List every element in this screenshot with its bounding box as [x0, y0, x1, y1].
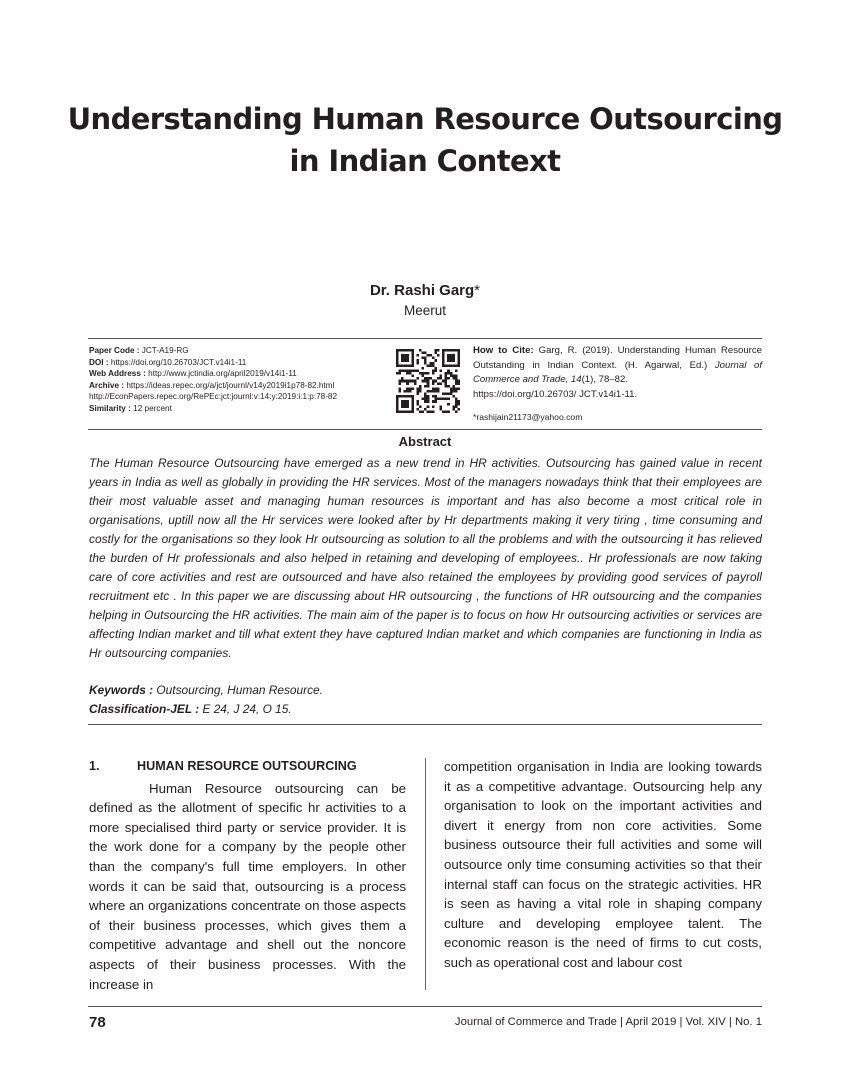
archive-label: Archive : — [89, 380, 125, 390]
title-line-2: in Indian Context — [289, 144, 561, 178]
jel-value: E 24, J 24, O 15. — [202, 702, 292, 716]
cite-journal: Journal of Commerce and Trade, 14 — [473, 359, 762, 386]
keywords-value: Outsourcing, Human Resource. — [156, 683, 323, 697]
paper-code-label: Paper Code : — [89, 346, 140, 355]
cite-label: How to Cite: — [473, 345, 534, 356]
section-heading — [89, 757, 406, 777]
jel-classification — [89, 702, 762, 716]
column-divider — [425, 758, 426, 990]
cite-issue: (1), 78–82. — [581, 374, 629, 386]
page-number: 78 — [89, 1014, 106, 1031]
section-title: HUMAN RESOURCE OUTSOURCING — [137, 759, 357, 773]
doi-link[interactable]: https://doi.org/10.26703/JCT.v14i1-11 — [110, 357, 247, 367]
footer-rule — [88, 1006, 762, 1007]
web-address-link[interactable]: http://www.jctindia.org/april2019/v14i1-11 — [148, 369, 297, 378]
cite-text: Garg, R. (2019). Understanding Human Resource Outstanding in Indian Context. (H. Agarwal, Ed.) — [473, 345, 762, 371]
paper-title — [60, 98, 790, 182]
journal-footer: Journal of Commerce and Trade | April 2019 | Vol. XIV | No. 1 — [454, 1016, 762, 1028]
meta-top-rule — [88, 338, 762, 339]
author-email[interactable]: *rashijain21173@yahoo.com — [473, 412, 583, 422]
jel-label: Classification-JEL : — [89, 702, 200, 716]
econpapers-link[interactable]: http://EconPapers.repec.org/RePEc:jct:journl:v:14:y:2019:i:1:p:78-82 — [89, 392, 338, 401]
how-to-cite — [473, 344, 762, 402]
similarity-value: 12 percent — [133, 403, 172, 413]
right-column-text: competition organisation in India are looking towards it as a competitive advantage. Outsourcing help any organisation to look on the important activities and divert it energy from non core activities. Some business outsource their full activities and some will outsource only time consuming activities so that their internal staff can focus on the strategic activities. HR is seen as having a vital role in shaping company culture and developing employee talent. The economic reason is the need of firms to cut costs, such as operational cost and labour cost — [444, 759, 762, 970]
title-line-1: Understanding Human Resource Outsourcing — [67, 102, 783, 136]
left-column — [89, 757, 406, 994]
keywords — [89, 683, 762, 697]
abstract-text: The Human Resource Outsourcing have emerged as a new trend in HR activities. Outsourcing has gained value in recent years in India as well as globally in providing the HR services. Most of the managers nowadays think that their employees are their most valuable asset and managing human resources is important and has also become a most critical role in organisations, uptill now all the Hr services were looked after by Hr departments making it very tiring , time consuming and costly for the organisations so they look Hr outsourcing as solution to all the problems and with the outsourcing it has relieved the burden of Hr professionals and also helped in retaining and developing of employees.. Hr professionals are now taking care of core activities and rest are outsourced and have also retained the employees by providing good services of payroll recruitment etc . In this paper we are discussing about HR outsourcing , the functions of HR outsourcing and the companies helping in Outsourcing the HR activities. The main aim of the paper is to focus on how Hr outsourcing activities or services are affecting Indian market and till what extent they have captured Indian market and which companies are functioning in India as Hr outsourcing companies. — [89, 456, 762, 660]
author-name: Dr. Rashi Garg — [369, 282, 475, 299]
abstract-top-rule — [88, 429, 762, 430]
paper-code: JCT-A19-RG — [141, 346, 189, 355]
keywords-label: Keywords : — [89, 683, 154, 697]
author-mark: * — [474, 282, 481, 299]
section-number: 1. — [89, 759, 100, 773]
web-address-label: Web Address : — [89, 369, 146, 378]
doi-label: DOI : — [89, 357, 109, 367]
paper-metadata — [89, 345, 389, 414]
similarity-label: Similarity : — [89, 403, 131, 413]
author — [0, 282, 850, 299]
qr-code-icon — [396, 349, 460, 413]
abstract-heading: Abstract — [398, 434, 452, 449]
cite-doi-link[interactable]: https://doi.org/10.26703/ JCT.v14i1-11. — [473, 388, 638, 400]
left-column-text: Human Resource outsourcing can be defined as the allotment of specific hr activities to a more specialised third party or service provider. It is the work done for a company by the people other than the company's full time employers. In other words it can be said that, outsourcing is a process where an organizations concentrate on those aspects of their business processes, which gives them a competitive advantage and shell out the noncore aspects of their business processes. With the increase in — [89, 780, 406, 992]
author-affiliation: Meerut — [403, 303, 447, 318]
archive-link[interactable]: https://ideas.repec.org/a/jct/journl/v14y2019i1p78-82.html — [126, 380, 335, 390]
abstract-bottom-rule — [88, 724, 762, 725]
